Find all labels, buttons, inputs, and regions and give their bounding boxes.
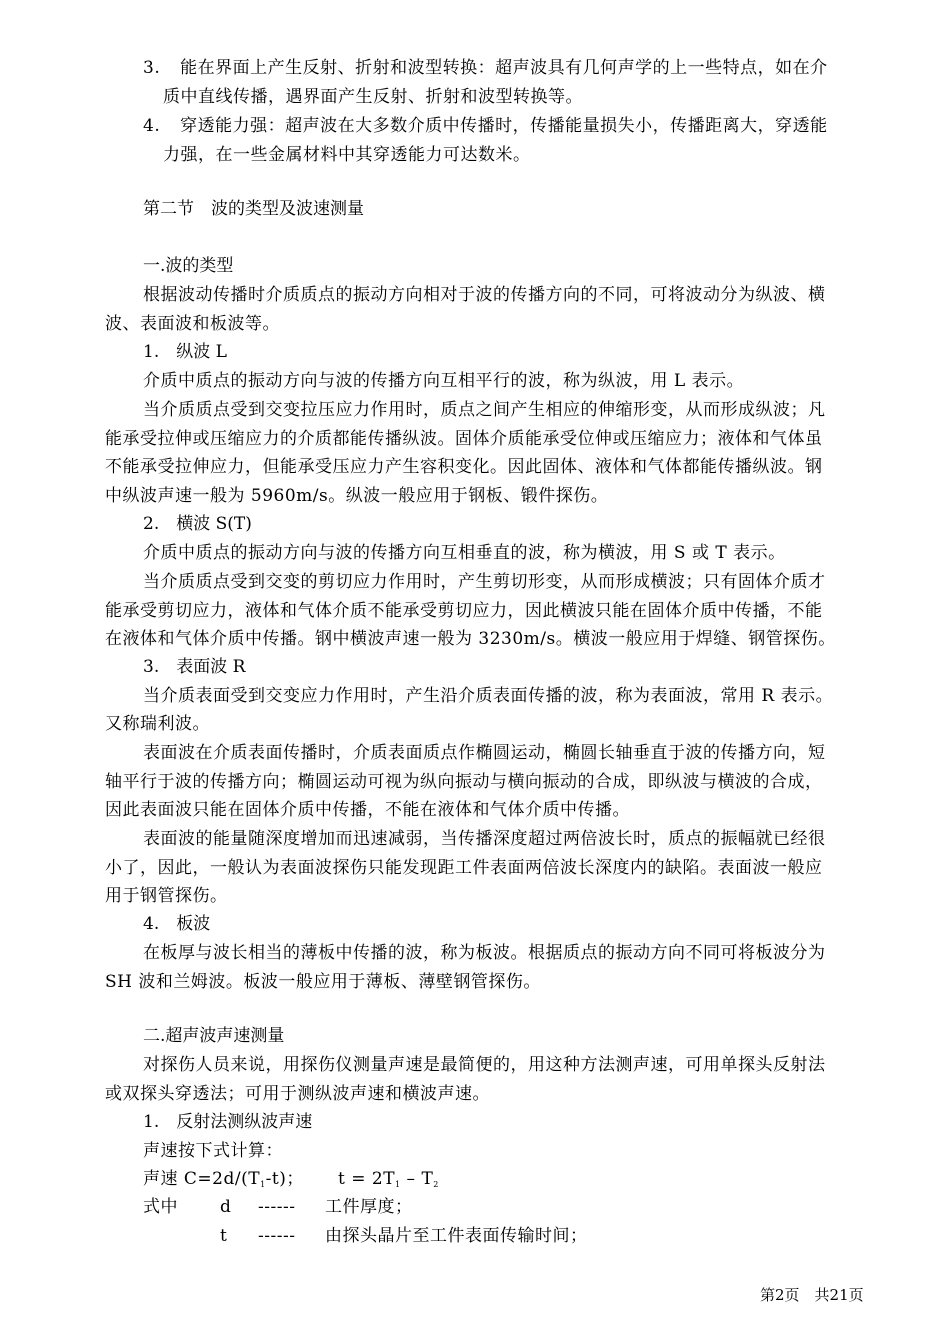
paragraph-line: 波、表面波和板波等。: [105, 314, 280, 334]
where-label: 式中: [143, 1197, 178, 1217]
paragraph-line: 声速按下式计算：: [143, 1141, 283, 1161]
paragraph-line: 小了，因此，一般认为表面波探伤只能发现距工件表面两倍波长深度内的缺陷。表面波一般应: [105, 858, 823, 878]
heading-surface-wave: 3. 表面波 R: [143, 657, 246, 677]
formula-subscript: 1: [260, 1180, 266, 1189]
subsection-heading-velocity: 二.超声波声速测量: [143, 1026, 285, 1046]
formula-subscript: 1: [395, 1180, 401, 1189]
paragraph-line: 不能承受拉伸应力，但能承受压应力产生容积变化。因此固体、液体和气体都能传播纵波。钢: [105, 457, 823, 477]
def-dash: ------: [258, 1197, 296, 1217]
def-description: 工件厚度；: [325, 1197, 413, 1217]
page-number-footer: 第2页 共21页: [760, 1286, 864, 1304]
paragraph-line: 轴平行于波的传播方向；椭圆运动可视为纵向振动与横向振动的合成，即纵波与横波的合成，: [105, 772, 823, 792]
paragraph-line: 因此表面波只能在固体介质中传播，不能在液体和气体介质中传播。: [105, 800, 630, 820]
list-item-4-line-1: [143, 115, 828, 137]
formula-text: -t)；: [265, 1169, 304, 1189]
heading-longitudinal-wave: 1. 纵波 L: [143, 342, 227, 362]
paragraph-line: 或双探头穿透法；可用于测纵波声速和横波声速。: [105, 1084, 490, 1104]
paragraph-line: 当介质质点受到交变的剪切应力作用时，产生剪切形变，从而形成横波；只有固体介质才: [143, 572, 826, 592]
paragraph-line: 又称瑞利波。: [105, 714, 210, 734]
subsection-heading-wave-types: 一.波的类型: [143, 256, 234, 276]
paragraph-line: 对探伤人员来说，用探伤仪测量声速是最简便的，用这种方法测声速，可用单探头反射法: [143, 1055, 826, 1075]
formula-time: [338, 1168, 439, 1196]
paragraph-line: 介质中质点的振动方向与波的传播方向互相平行的波，称为纵波，用 L 表示。: [143, 371, 745, 391]
paragraph-line: 能承受剪切应力，液体和气体介质不能承受剪切应力，因此横波只能在固体介质中传播，不能: [105, 601, 823, 621]
list-item-4-line-2: 力强，在一些金属材料中其穿透能力可达数米。: [163, 145, 531, 165]
paragraph-line: 用于钢管探伤。: [105, 886, 228, 906]
list-text: 穿透能力强：超声波在大多数介质中传播时，传播能量损失小，传播距离大，穿透能: [180, 116, 828, 136]
heading-plate-wave: 4. 板波: [143, 914, 211, 934]
list-item-3-line-1: [143, 57, 828, 79]
list-number: 4.: [143, 116, 161, 136]
heading-transverse-wave: 2. 横波 S(T): [143, 514, 252, 534]
def-description: 由探头晶片至工件表面传输时间；: [325, 1226, 588, 1246]
heading-reflection-method: 1. 反射法测纵波声速: [143, 1112, 313, 1132]
formula-subscript: 2: [433, 1180, 439, 1189]
formula-text: – T: [400, 1169, 434, 1189]
paragraph-line: SH 波和兰姆波。板波一般应用于薄板、薄壁钢管探伤。: [105, 972, 541, 992]
list-text: 能在界面上产生反射、折射和波型转换：超声波具有几何声学的上一些特点，如在介: [180, 58, 828, 78]
paragraph-line: 表面波的能量随深度增加而迅速减弱，当传播深度超过两倍波长时，质点的振幅就已经很: [143, 829, 826, 849]
paragraph-line: 在板厚与波长相当的薄板中传播的波，称为板波。根据质点的振动方向不同可将板波分为: [143, 943, 826, 963]
paragraph-line: 中纵波声速一般为 5960m/s。纵波一般应用于钢板、锻件探伤。: [105, 486, 609, 506]
paragraph-line: 表面波在介质表面传播时，介质表面质点作椭圆运动，椭圆长轴垂直于波的传播方向，短: [143, 743, 826, 763]
def-dash: ------: [258, 1226, 296, 1246]
formula-text: t = 2T: [338, 1169, 396, 1189]
def-symbol: d: [220, 1197, 232, 1217]
formula-text: 声速 C=2d/(T: [143, 1169, 261, 1189]
section-title: 第二节 波的类型及波速测量: [143, 199, 364, 219]
paragraph-line: 介质中质点的振动方向与波的传播方向互相垂直的波，称为横波，用 S 或 T 表示。: [143, 543, 786, 563]
paragraph-line: 当介质表面受到交变应力作用时，产生沿介质表面传播的波，称为表面波，常用 R 表示。: [143, 686, 834, 706]
paragraph-line: 当介质质点受到交变拉压应力作用时，质点之间产生相应的伸缩形变，从而形成纵波；凡: [143, 400, 826, 420]
paragraph-line: 能承受拉伸或压缩应力的介质都能传播纵波。固体介质能承受位伸或压缩应力；液体和气体虽: [105, 429, 823, 449]
paragraph-line: 根据波动传播时介质质点的振动方向相对于波的传播方向的不同，可将波动分为纵波、横: [143, 285, 826, 305]
def-symbol: t: [220, 1226, 228, 1246]
list-number: 3.: [143, 58, 161, 78]
formula-velocity: [143, 1168, 304, 1196]
list-item-3-line-2: 质中直线传播，遇界面产生反射、折射和波型转换等。: [163, 87, 583, 107]
paragraph-line: 在液体和气体介质中传播。钢中横波声速一般为 3230m/s。横波一般应用于焊缝、钢管探伤。: [105, 629, 836, 649]
